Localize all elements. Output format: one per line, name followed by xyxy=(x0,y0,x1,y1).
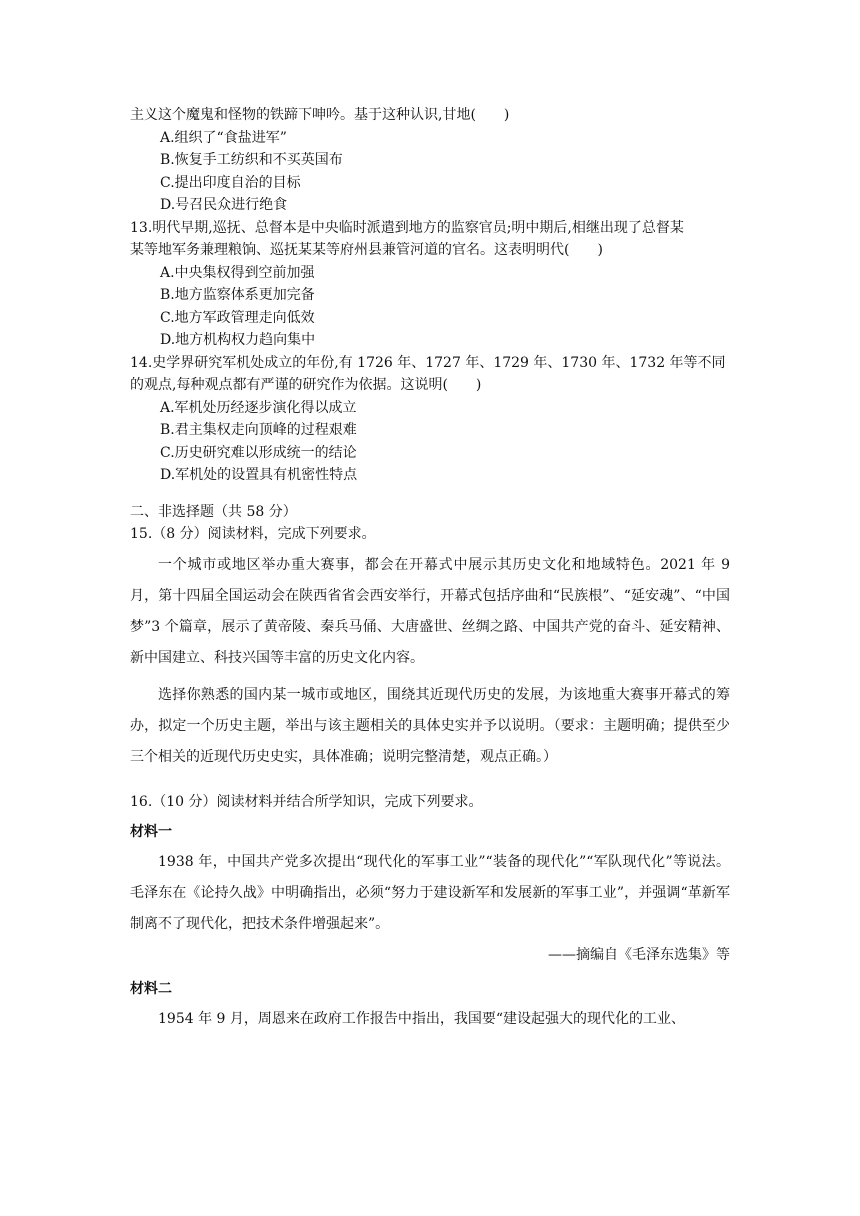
section-title: 二、非选择题（共 58 分） xyxy=(130,503,297,520)
q13-option-a: A.中央集权得到空前加强 xyxy=(160,264,315,281)
material-1-source: ——摘编自《毛泽东选集》等 xyxy=(548,947,730,963)
q15-heading: 15.（8 分）阅读材料，完成下列要求。 xyxy=(130,526,376,542)
q12-option-a: A.组织了“食盐进军” xyxy=(160,129,287,146)
q13-option-b: B.地方监察体系更加完备 xyxy=(160,287,315,303)
q14-stem-line1: 14.史学界研究军机处成立的年份,有 1726 年、1727 年、1729 年、1730 年、1732 年等不同 xyxy=(130,354,726,371)
q14-stem-line2: 的观点,每种观点都有严谨的研究作为依据。这说明( ) xyxy=(130,377,482,393)
q15-paragraph-2: 选择你熟悉的国内某一城市或地区，围绕其近现代历史的发展，为该地重大赛事开幕式的筹办，拟定一个历史主题，举出与该主题相关的具体史实并予以说明。（要求：主题明确；提供至少三个相关的近现代历史史实，具体准确；说明完整清楚，观点正确。） xyxy=(130,686,730,765)
q14-option-d: D.军机处的设置具有机密性特点 xyxy=(160,467,358,483)
q13-option-c: C.地方军政管理走向低效 xyxy=(160,309,315,326)
material-2-title: 材料二 xyxy=(130,981,172,997)
q16-heading: 16.（10 分）阅读材料并结合所学知识，完成下列要求。 xyxy=(130,793,483,810)
q14-option-b: B.君主集权走向顶峰的过程艰难 xyxy=(160,422,357,438)
material-1-text: 1938 年，中国共产党多次提出“现代化的军事工业”“装备的现代化”“军队现代化”等说法。毛泽东在《论持久战》中明确指出，必须“努力于建设新军和发展新的军事工业”，并强调“革新军制离不了现代化，把技术条件增强起来”。 xyxy=(130,854,730,932)
material-2-text: 1954 年 9 月，周恩来在政府工作报告中指出，我国要“建设起强大的现代化的工业、 xyxy=(158,1011,686,1027)
q12-option-b: B.恢复手工纺织和不买英国布 xyxy=(160,152,343,168)
q14-option-a: A.军机处历经逐步演化得以成立 xyxy=(160,399,357,416)
q12-stem: 主义这个魔鬼和怪物的铁蹄下呻吟。基于这种认识,甘地( ) xyxy=(130,107,510,123)
q13-stem-line2: 某等地军务兼理粮饷、巡抚某某等府州县兼管河道的官名。这表明明代( ) xyxy=(130,242,603,258)
exam-page xyxy=(130,104,730,1035)
material-1-title: 材料一 xyxy=(130,824,172,840)
q13-option-d: D.地方机构权力趋向集中 xyxy=(160,332,316,348)
q12-option-c: C.提出印度自治的目标 xyxy=(160,174,301,191)
q14-option-c: C.历史研究难以形成统一的结论 xyxy=(160,444,357,461)
q12-option-d: D.号召民众进行绝食 xyxy=(160,197,288,213)
q13-stem-line1: 13.明代早期,巡抚、总督本是中央临时派遣到地方的监察官员;明中期后,相继出现了总督某 xyxy=(130,219,684,236)
q15-paragraph-1: 一个城市或地区举办重大赛事，都会在开幕式中展示其历史文化和地域特色。2021 年 9 月，第十四届全国运动会在陕西省省会西安举行，开幕式包括序曲和“民族根”、“延安魂”、“中国梦”3 个篇章，展示了黄帝陵、秦兵马俑、大唐盛世、丝绸之路、中国共产党的奋斗、延安精神、新中国建立、科技兴国等丰富的历史文化内容。 xyxy=(130,556,730,666)
spacer xyxy=(130,773,730,791)
